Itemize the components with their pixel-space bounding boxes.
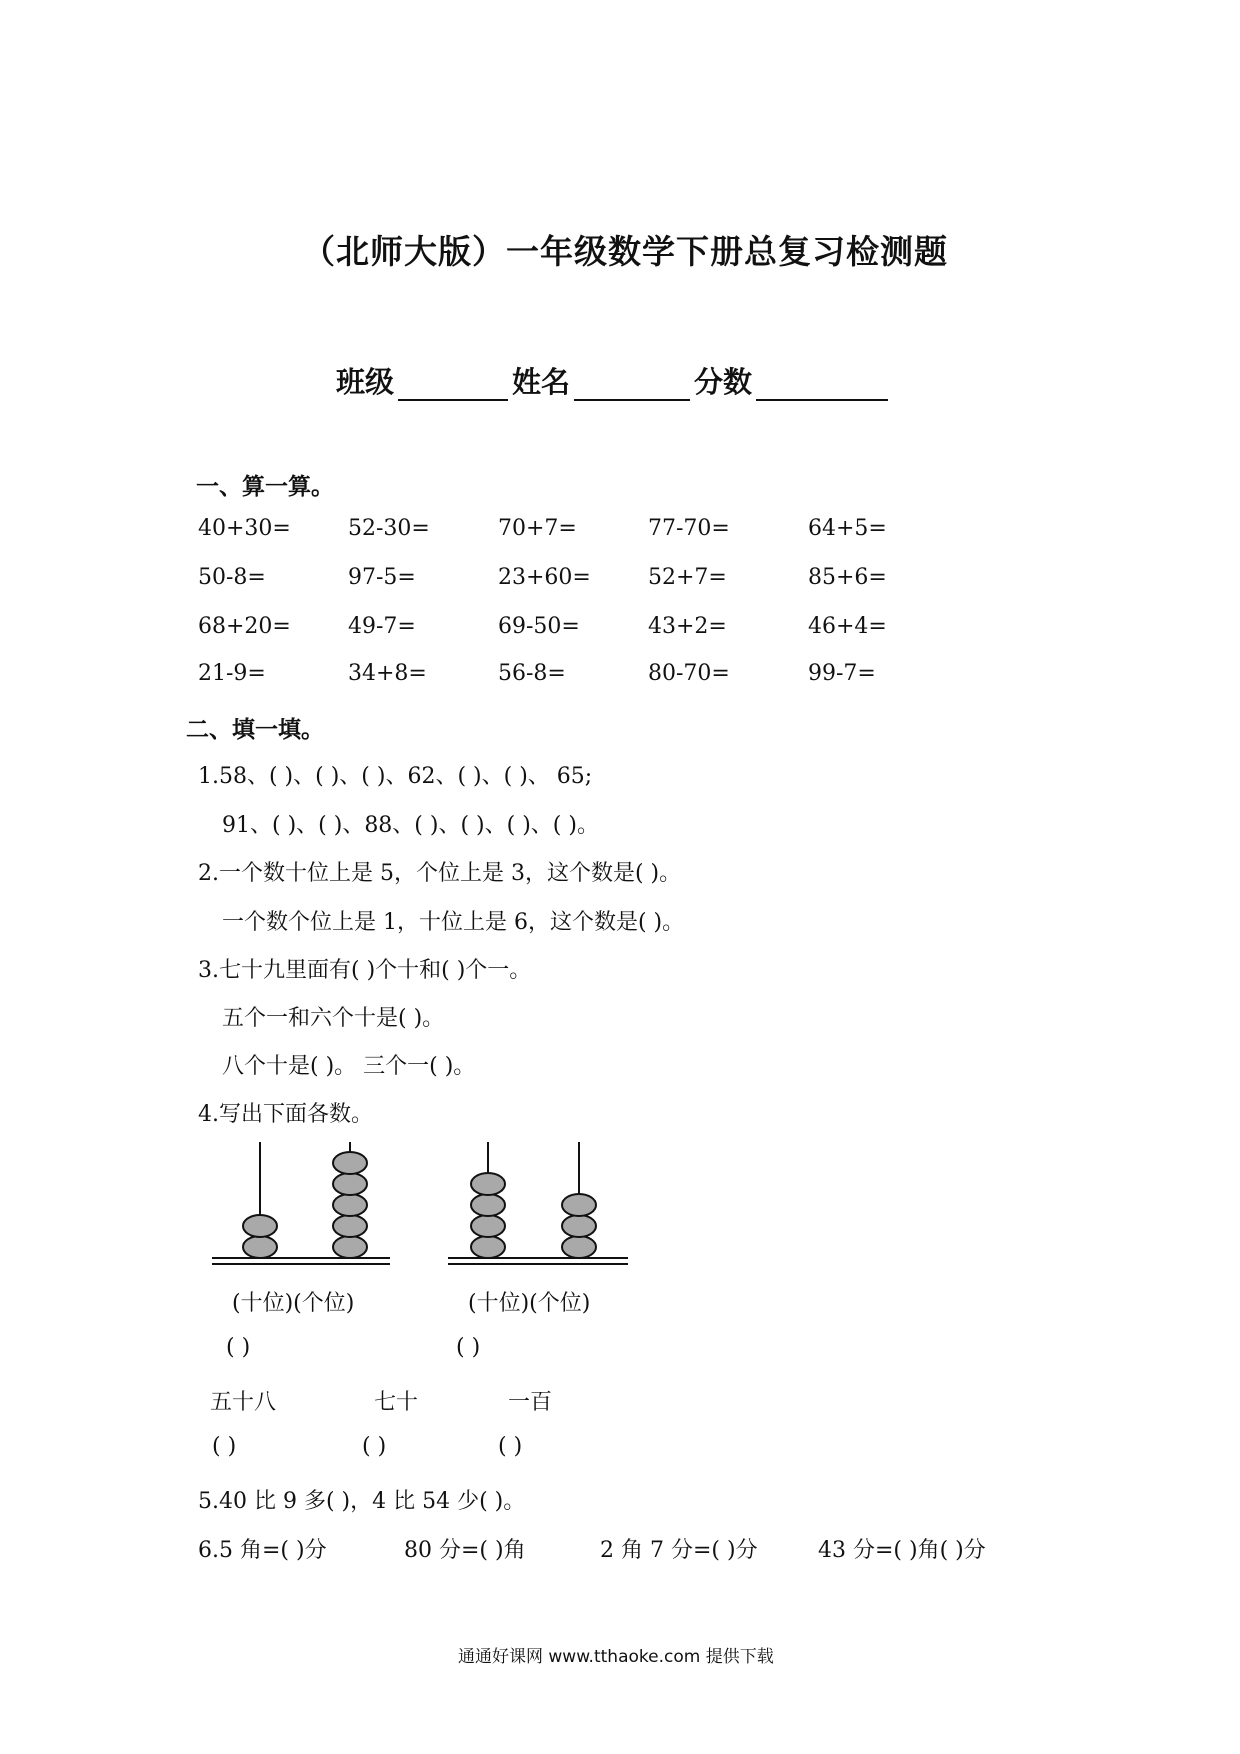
q6-item-1: 6.5 角=( )分 [198, 1538, 327, 1563]
calc-item: 52-30= [348, 516, 430, 541]
q3-line3: 八个十是( )。 三个一( )。 [222, 1054, 476, 1079]
calc-item: 40+30= [198, 516, 291, 541]
abacus-bead [333, 1152, 367, 1174]
abacus-bead [243, 1236, 277, 1258]
calc-item: 23+60= [498, 565, 591, 590]
ones-beads [562, 1194, 596, 1258]
name-blank[interactable] [574, 373, 690, 401]
calc-item: 50-8= [198, 565, 266, 590]
calc-item: 80-70= [648, 661, 730, 686]
q1-line1: 1.58、( )、( )、( )、62、( )、( )、 65; [198, 764, 593, 789]
abacus-bead [562, 1194, 596, 1216]
calc-item: 85+6= [808, 565, 887, 590]
q5-line: 5.40 比 9 多( )，4 比 54 少( )。 [198, 1489, 526, 1514]
q3-line2: 五个一和六个十是( )。 [222, 1006, 445, 1031]
word-answer-2[interactable]: ( ) [362, 1434, 387, 1459]
calc-item: 97-5= [348, 565, 416, 590]
abacus-bead [333, 1194, 367, 1216]
section2-heading: 二、填一填。 [186, 716, 324, 743]
abacus1-caption: (十位)(个位) [232, 1291, 355, 1316]
name-label: 姓名 [512, 365, 571, 399]
q6-item-4: 43 分=( )角( )分 [818, 1538, 986, 1563]
class-blank[interactable] [398, 373, 508, 401]
page-title: （北师大版）一年级数学下册总复习检测题 [302, 232, 948, 271]
q2-line1: 2.一个数十位上是 5，个位上是 3，这个数是( )。 [198, 861, 682, 886]
abacus-bead [333, 1236, 367, 1258]
abacus-bead [562, 1215, 596, 1237]
abacus-diagram-1 [210, 1140, 400, 1270]
abacus2-answer[interactable]: ( ) [456, 1335, 481, 1360]
word-number-1: 五十八 [210, 1390, 277, 1415]
calc-item: 21-9= [198, 661, 266, 686]
score-blank[interactable] [756, 373, 888, 401]
abacus-diagram-2 [446, 1140, 636, 1270]
class-label: 班级 [336, 365, 395, 399]
tens-beads [243, 1215, 277, 1258]
abacus-bead [471, 1194, 505, 1216]
q6-item-2: 80 分=( )角 [404, 1538, 526, 1563]
abacus-bead [243, 1215, 277, 1237]
abacus-bead [333, 1215, 367, 1237]
q1-line2: 91、( )、( )、88、( )、( )、( )、( )。 [222, 813, 599, 838]
abacus2-caption: (十位)(个位) [468, 1291, 591, 1316]
calc-item: 52+7= [648, 565, 727, 590]
calc-item: 69-50= [498, 614, 580, 639]
word-answer-3[interactable]: ( ) [498, 1434, 523, 1459]
q6-item-3: 2 角 7 分=( )分 [600, 1538, 758, 1563]
calc-item: 56-8= [498, 661, 566, 686]
word-number-2: 七十 [374, 1390, 419, 1415]
calc-item: 43+2= [648, 614, 727, 639]
calc-item: 64+5= [808, 516, 887, 541]
q4-heading: 4.写出下面各数。 [198, 1102, 373, 1127]
abacus-bead [562, 1236, 596, 1258]
footer-credit: 通通好课网 www.tthaoke.com 提供下载 [458, 1647, 774, 1667]
q3-line1: 3.七十九里面有( )个十和( )个一。 [198, 958, 532, 983]
calc-item: 77-70= [648, 516, 730, 541]
calc-item: 49-7= [348, 614, 416, 639]
abacus-bead [333, 1173, 367, 1195]
calc-item: 70+7= [498, 516, 577, 541]
score-label: 分数 [694, 365, 753, 399]
abacus1-answer[interactable]: ( ) [226, 1335, 251, 1360]
q2-line2: 一个数个位上是 1，十位上是 6，这个数是( )。 [222, 910, 685, 935]
tens-beads [471, 1173, 505, 1258]
calc-item: 34+8= [348, 661, 427, 686]
calc-item: 68+20= [198, 614, 291, 639]
abacus-bead [471, 1215, 505, 1237]
abacus-bead [471, 1236, 505, 1258]
student-info [336, 360, 892, 401]
abacus-bead [471, 1173, 505, 1195]
calc-item: 99-7= [808, 661, 876, 686]
section1-heading: 一、算一算。 [196, 473, 334, 500]
ones-beads [333, 1152, 367, 1258]
word-answer-1[interactable]: ( ) [212, 1434, 237, 1459]
word-number-3: 一百 [508, 1390, 553, 1415]
calc-item: 46+4= [808, 614, 887, 639]
